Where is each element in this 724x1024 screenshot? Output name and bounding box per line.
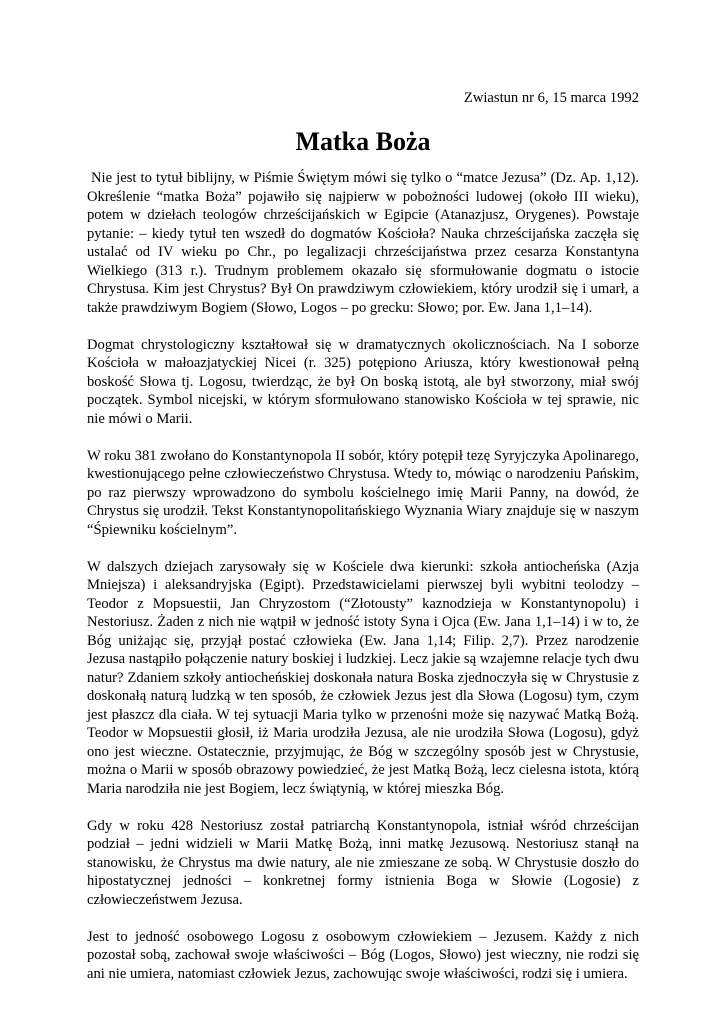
paragraph-2: Dogmat chrystologiczny kształtował się w dramatycznych okolicznościach. Na I soborze Kościoła w małoazjatyckiej Nicei (r. 325) potępiono Ariusza, który kwestionował pełną boskość Słowa tj. Logosu, twierdząc, że był On boską istotą, ale był stworzony, miał swój początek. Symbol nicejski, w którym sformułowano stanowisko Kościoła w tej sprawie, nic nie mówi o Marii. <box>87 336 639 427</box>
paragraph-4: W dalszych dziejach zarysowały się w Kościele dwa kierunki: szkoła antiocheńska (Azja Mniejsza) i aleksandryjska (Egipt). Przedstawicielami pierwszej byli wybitni teolodzy – Teodor z Mopsuestii, Jan Chryzostom (“Złotousty” kaznodzieja w Konstantynopolu) i Nestoriusz. Żaden z nich nie wątpił w jedność istoty Syna i Ojca (Ew. Jana 1,1–14) i w to, że Bóg uniżając się, przyjął postać człowieka (Ew. Jana 1,14; Filip. 2,7). Przez narodzenie Jezusa nastąpiło połączenie natury boskiej i ludzkiej. Lecz jakie są wzajemne relacje tych dwu natur? Zdaniem szkoły antiocheńskiej doskonała natura Boska zjednoczyła się w Chrystusie z doskonałą naturą ludzką w ten sposób, że człowiek Jezus jest dla Słowa (Logosu) tym, czym jest płaszcz dla ciała. W tej sytuacji Maria tylko w przenośni może się nazywać Matką Bożą. Teodor w Mopsuestii głosił, iż Maria urodziła Jezusa, ale nie urodziła Słowa (Logosu), gdyż ono jest wieczne. Ostatecznie, przyjmując, że Bóg w szczególny sposób jest w Chrystusie, można o Marii w sposób obrazowy powiedzieć, że jest Matką Bożą, lecz cielesna istota, którą Maria narodziła nie jest Bogiem, lecz świątynią, w której mieszka Bóg. <box>87 558 639 797</box>
paragraph-5: Gdy w roku 428 Nestoriusz został patriarchą Konstantynopola, istniał wśród chrześcijan podział – jedni widzieli w Marii Matkę Bożą, inni matkę Jezusową. Nestoriusz stanął na stanowisku, że Chrystus ma dwie natury, ale nie zmieszane ze sobą. W Chrystusie doszło do hipostatycznej jedności – konkretnej formy istnienia Boga w Słowie (Logosie) z człowieczeństwem Jezusa. <box>87 817 639 908</box>
paragraph-3: W roku 381 zwołano do Konstantynopola II sobór, który potępił tezę Syryjczyka Apolinarego, kwestionującego pełne człowieczeństwo Chrystusa. Wtedy to, mówiąc o narodzeniu Pańskim, po raz pierwszy wprowadzono do symbolu kościelnego imię Marii Panny, na dowód, że Chrystus się urodził. Tekst Konstantynopolitańskiego Wyznania Wiary znajduje się w naszym “Śpiewniku kościelnym”. <box>87 447 639 538</box>
document-page <box>87 88 639 1002</box>
page-title: Matka Boża <box>295 127 431 156</box>
paragraph-6: Jest to jedność osobowego Logosu z osobowym człowiekiem – Jezusem. Każdy z nich pozostał sobą, zachował swoje właściwości – Bóg (Logos, Słowo) jest wieczny, nie rodzi się ani nie umiera, natomiast człowiek Jezus, zachowując swoje właściwości, rodzi się i umiera. <box>87 928 639 982</box>
issue-header: Zwiastun nr 6, 15 marca 1992 <box>463 90 639 106</box>
paragraph-1: Nie jest to tytuł biblijny, w Piśmie Świętym mówi się tylko o “matce Jezusa” (Dz. Ap. 1,12). Określenie “matka Boża” pojawiło się najpierw w pobożności ludowej (około III wieku), potem w dziełach teologów chrześcijańskich w Egipcie (Atanazjusz, Orygenes). Powstaje pytanie: – kiedy tytuł ten wszedł do dogmatów Kościoła? Nauka chrześcijańska zaczęła się ustalać od IV wieku po Chr., po legalizacji chrześcijaństwa przez cesarza Konstantyna Wielkiego (313 r.). Trudnym problemem okazało się sformułowanie dogmatu o istocie Chrystusa. Kim jest Chrystus? Był On prawdziwym człowiekiem, który urodził się i umarł, a także prawdziwym Bogiem (Słowo, Logos – po grecku: Słowo; por. Ew. Jana 1,1–14). <box>87 170 639 316</box>
